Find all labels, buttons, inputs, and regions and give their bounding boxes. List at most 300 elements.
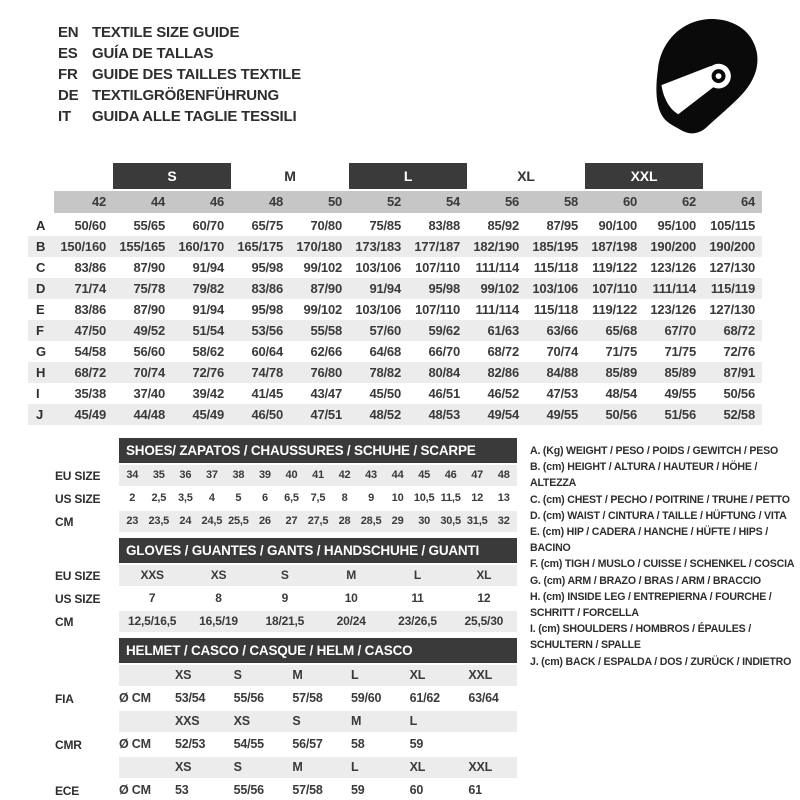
size-row — [55, 488, 517, 509]
measurement-value: 50/60 — [74, 218, 106, 233]
measurement-row — [28, 404, 762, 425]
measurement-value: 47/51 — [310, 407, 342, 422]
measurement-value: 68/72 — [487, 344, 519, 359]
measurement-value: 80/84 — [428, 365, 460, 380]
measurement-value: 58/62 — [192, 344, 224, 359]
size-value: 37 — [199, 465, 226, 486]
helmet-size-value: 59 — [409, 737, 424, 751]
measurement-value: 56/60 — [133, 344, 165, 359]
measurement-value: 99/102 — [480, 281, 519, 296]
measurement-value: 155/165 — [119, 239, 165, 254]
measurement-value: 75/78 — [133, 281, 165, 296]
row-label: EU SIZE — [55, 569, 119, 583]
size-number: 48 — [231, 191, 290, 213]
measurement-value: 70/74 — [546, 344, 578, 359]
size-number-row — [28, 191, 762, 213]
measurement-letter: E — [36, 302, 45, 317]
measurement-value: 85/89 — [605, 365, 637, 380]
helmet-size-label: M — [282, 665, 341, 686]
helmet-size-value: 54/55 — [233, 737, 264, 751]
unit-spacer — [119, 665, 165, 686]
measurement-value: 43/47 — [310, 386, 342, 401]
size-value: 23 — [119, 511, 146, 532]
row-label: US SIZE — [55, 492, 119, 506]
helmet-table-title: HELMET / CASCO / CASQUE / HELM / CASCO — [119, 638, 517, 663]
size-value: 8 — [215, 591, 222, 605]
legend-item: I. (cm) SHOULDERS / HOMBROS / ÉPAULES / SCHULTERN / SPALLE — [530, 623, 751, 652]
size-value: 18/21,5 — [252, 611, 318, 632]
size-value: L — [384, 565, 450, 586]
measurement-value: 91/94 — [192, 260, 224, 275]
measurement-value: 72/76 — [723, 344, 755, 359]
size-value: 25,5/30 — [451, 611, 517, 632]
size-value: 12 — [471, 492, 484, 504]
measurement-value: 84/88 — [546, 365, 578, 380]
helmet-size-value: 63/64 — [468, 691, 499, 705]
size-row — [55, 511, 517, 532]
language-title-list — [58, 22, 301, 127]
helmet-size-label: XXL — [458, 757, 517, 778]
helmet-size-value: 52/53 — [175, 737, 206, 751]
measurement-value: 78/82 — [369, 365, 401, 380]
measurement-value: 41/45 — [251, 386, 283, 401]
size-value: 27 — [278, 511, 305, 532]
measurement-value: 111/114 — [475, 302, 519, 317]
measurement-letter: D — [36, 281, 46, 296]
measurement-letter: J — [36, 407, 44, 422]
measurement-value: 95/98 — [428, 281, 460, 296]
size-group-spacer — [28, 163, 113, 189]
measurement-value: 46/51 — [428, 386, 460, 401]
size-value: 25,5 — [225, 511, 252, 532]
helmet-size-label: XL — [400, 757, 459, 778]
size-number: 50 — [290, 191, 349, 213]
measurement-value: 70/80 — [310, 218, 342, 233]
size-value: 13 — [497, 492, 510, 504]
size-value: 4 — [208, 492, 215, 504]
size-number: 42 — [54, 191, 113, 213]
measurement-value: 127/130 — [709, 302, 755, 317]
measurement-value: 55/65 — [133, 218, 165, 233]
size-row — [55, 588, 517, 609]
measurement-value: 48/54 — [605, 386, 637, 401]
measurement-value: 64/68 — [369, 344, 401, 359]
measurement-value: 67/70 — [664, 323, 696, 338]
size-number: 46 — [172, 191, 231, 213]
measurement-value: 123/126 — [650, 302, 696, 317]
measurement-value: 91/94 — [192, 302, 224, 317]
measurement-value: 52/58 — [723, 407, 755, 422]
measurement-letter: H — [36, 365, 46, 380]
measurement-value: 49/55 — [546, 407, 578, 422]
size-value: 6,5 — [284, 492, 299, 504]
size-value: 6 — [261, 492, 268, 504]
measurement-value: 99/102 — [303, 302, 342, 317]
helmet-size-table — [55, 638, 517, 800]
helmet-size-value: 55/56 — [233, 783, 264, 797]
size-value: M — [318, 565, 384, 586]
language-row — [58, 64, 301, 85]
guide-title: GUIDE DES TAILLES TEXTILE — [92, 66, 301, 83]
size-value: 23,5 — [146, 511, 173, 532]
language-code: EN — [58, 24, 79, 41]
size-value: 24,5 — [199, 511, 226, 532]
measurement-value: 71/75 — [605, 344, 637, 359]
size-group-row — [28, 163, 762, 189]
size-row — [55, 565, 517, 586]
measurement-letter: F — [36, 323, 44, 338]
helmet-size-label: L — [400, 711, 459, 732]
size-number: 62 — [644, 191, 703, 213]
measurement-row — [28, 215, 762, 236]
measurement-value: 57/60 — [369, 323, 401, 338]
measurement-value: 65/68 — [605, 323, 637, 338]
helmet-size-value: 56/57 — [292, 737, 323, 751]
helmet-size-label: XL — [400, 665, 459, 686]
measurement-value: 49/52 — [133, 323, 165, 338]
measurement-value: 105/115 — [710, 218, 755, 233]
helmet-size-label: XXL — [458, 665, 517, 686]
measurement-value: 87/90 — [133, 302, 165, 317]
measurement-value: 177/187 — [414, 239, 460, 254]
gloves-table-title: GLOVES / GUANTES / GANTS / HANDSCHUHE / GUANTI — [119, 538, 517, 563]
measurement-value: 83/88 — [428, 218, 460, 233]
measurement-row — [28, 278, 762, 299]
size-value: 10,5 — [413, 492, 435, 504]
size-value: 3,5 — [177, 492, 193, 504]
helmet-value-row — [55, 780, 517, 800]
gloves-size-table — [55, 538, 517, 634]
size-value: 46 — [437, 465, 464, 486]
size-value: XL — [451, 565, 517, 586]
language-row — [58, 43, 301, 64]
measurement-row — [28, 320, 762, 341]
measurement-value: 182/190 — [473, 239, 519, 254]
size-value: 41 — [305, 465, 332, 486]
measurement-value: 87/95 — [546, 218, 578, 233]
language-code: FR — [58, 66, 78, 83]
helmet-size-label: M — [282, 757, 341, 778]
size-group-label: M — [284, 168, 296, 184]
measurement-value: 115/119 — [710, 281, 755, 296]
unit-spacer — [119, 711, 165, 732]
size-value: S — [252, 565, 318, 586]
textile-size-table — [28, 163, 762, 425]
guide-title: TEXTILE SIZE GUIDE — [92, 24, 240, 41]
measurement-value: 150/160 — [60, 239, 106, 254]
measurement-value: 83/86 — [251, 281, 283, 296]
size-value: 36 — [172, 465, 199, 486]
measurement-row — [28, 257, 762, 278]
row-label: EU SIZE — [55, 469, 119, 483]
racing-helmet-icon-svg — [648, 16, 760, 134]
measurement-value: 190/200 — [709, 239, 755, 254]
measurement-value: 123/126 — [650, 260, 696, 275]
legend-item: G. (cm) ARM / BRAZO / BRAS / ARM / BRACCIO — [530, 574, 761, 587]
size-value: 45 — [411, 465, 438, 486]
measurement-value: 39/42 — [192, 386, 224, 401]
language-code: DE — [58, 87, 79, 104]
size-group-label: S — [113, 163, 231, 189]
shoes-size-table — [55, 438, 517, 534]
helmet-size-label: XXS — [165, 711, 224, 732]
measurement-value: 90/100 — [598, 218, 637, 233]
size-value: 20/24 — [318, 611, 384, 632]
unit-label: Ø CM — [119, 691, 151, 705]
size-group-label: L — [349, 163, 467, 189]
size-value: 30 — [411, 511, 438, 532]
measurement-letter: B — [36, 239, 46, 254]
helmet-size-band-row — [55, 711, 517, 732]
legend-item: J. (cm) BACK / ESPALDA / DOS / ZURÜCK / INDIETRO — [530, 655, 792, 668]
size-value: 12 — [477, 591, 491, 605]
measurement-value: 60/64 — [251, 344, 283, 359]
guide-title: GUÍA DE TALLAS — [92, 45, 214, 62]
measurement-value: 47/50 — [74, 323, 106, 338]
helmet-size-label: S — [224, 757, 283, 778]
helmet-size-label: M — [341, 711, 400, 732]
size-value: 40 — [278, 465, 305, 486]
measurement-value: 35/38 — [74, 386, 106, 401]
helmet-size-label: L — [341, 665, 400, 686]
measurement-value: 63/66 — [546, 323, 578, 338]
size-row — [55, 465, 517, 486]
measurement-value: 44/48 — [133, 407, 165, 422]
measurement-value: 47/53 — [546, 386, 578, 401]
measurement-value: 45/49 — [74, 407, 106, 422]
measurement-value: 60/70 — [192, 218, 224, 233]
shoes-table-title: SHOES/ ZAPATOS / CHAUSSURES / SCHUHE / SCARPE — [119, 438, 517, 463]
measurement-value: 115/118 — [533, 260, 578, 275]
size-value: 28,5 — [358, 511, 385, 532]
row-label: CM — [55, 515, 119, 529]
standard-label: FIA — [55, 692, 119, 706]
measurement-value: 50/56 — [723, 386, 755, 401]
measurement-value: 107/110 — [415, 302, 460, 317]
helmet-size-value: 53 — [175, 783, 189, 797]
measurement-letter: C — [36, 260, 46, 275]
measurement-value: 49/55 — [664, 386, 696, 401]
measurement-value: 68/72 — [74, 365, 106, 380]
measurement-value: 190/200 — [650, 239, 696, 254]
size-value: 9 — [368, 492, 375, 504]
helmet-size-value: 53/54 — [175, 691, 206, 705]
size-number: 60 — [585, 191, 644, 213]
measurement-letter: I — [36, 386, 40, 401]
language-row — [58, 22, 301, 43]
size-value: 42 — [331, 465, 358, 486]
size-value: 26 — [252, 511, 279, 532]
measurement-value: 160/170 — [178, 239, 224, 254]
standard-label: CMR — [55, 738, 119, 752]
helmet-size-value: 61/62 — [409, 691, 440, 705]
measurement-value: 76/80 — [310, 365, 342, 380]
measurement-value: 70/74 — [133, 365, 165, 380]
size-value: 8 — [341, 492, 348, 504]
helmet-size-value: 57/58 — [292, 783, 323, 797]
measurement-row — [28, 383, 762, 404]
helmet-size-value: 58 — [351, 737, 365, 751]
standard-label: ECE — [55, 784, 119, 798]
helmet-size-label: S — [282, 711, 341, 732]
measurement-value: 91/94 — [369, 281, 401, 296]
size-value: 31,5 — [464, 511, 491, 532]
measurement-value: 87/90 — [133, 260, 165, 275]
size-value: 11 — [411, 591, 424, 605]
measurement-value: 75/85 — [369, 218, 401, 233]
size-number: 54 — [408, 191, 467, 213]
size-value: 9 — [281, 591, 289, 605]
helmet-size-label: XS — [165, 665, 224, 686]
racing-helmet-icon — [648, 16, 760, 134]
measurement-row — [28, 341, 762, 362]
unit-spacer — [119, 757, 165, 778]
measurement-value: 173/183 — [355, 239, 401, 254]
size-value: 47 — [464, 465, 491, 486]
measurement-value: 115/118 — [533, 302, 578, 317]
size-value: 10 — [391, 492, 404, 504]
size-value: 10 — [344, 591, 358, 605]
measurement-value: 65/75 — [251, 218, 283, 233]
measurement-value: 107/110 — [592, 281, 637, 296]
size-value: 44 — [384, 465, 411, 486]
size-value: 32 — [490, 511, 517, 532]
size-group-label: XXL — [585, 163, 703, 189]
helmet-size-value: 60 — [409, 783, 424, 797]
measurement-value: 82/86 — [487, 365, 519, 380]
measurement-value: 170/180 — [296, 239, 342, 254]
measurement-value: 49/54 — [487, 407, 519, 422]
helmet-table-rows — [55, 665, 517, 800]
size-value: 2 — [129, 492, 136, 504]
size-group-label: XL — [517, 168, 535, 184]
measurement-value: 46/52 — [487, 386, 519, 401]
helmet-size-label: L — [341, 757, 400, 778]
size-value: 34 — [119, 465, 146, 486]
legend-item: B. (cm) HEIGHT / ALTURA / HAUTEUR / HÖHE / ALTEZZA — [530, 461, 758, 490]
measurement-value: 107/110 — [415, 260, 460, 275]
measurement-value: 119/122 — [592, 302, 637, 317]
measurement-value: 46/50 — [251, 407, 283, 422]
measurement-value: 74/78 — [251, 365, 283, 380]
measurement-value: 87/90 — [310, 281, 342, 296]
size-row — [55, 611, 517, 632]
measurement-value: 103/106 — [355, 260, 401, 275]
size-number: 58 — [526, 191, 585, 213]
measurement-row — [28, 299, 762, 320]
helmet-size-value: 59/60 — [351, 691, 382, 705]
measurement-value: 59/62 — [428, 323, 460, 338]
legend-item: A. (Kg) WEIGHT / PESO / POIDS / GEWITCH / PESO — [530, 445, 779, 457]
measurement-value: 95/98 — [251, 302, 283, 317]
measurement-value: 66/70 — [428, 344, 460, 359]
size-value: 12,5/16,5 — [119, 611, 185, 632]
legend-item: H. (cm) INSIDE LEG / ENTREPIERNA / FOURCHE / SCHRITT / FORCELLA — [530, 590, 772, 620]
measurement-legend — [530, 443, 796, 670]
helmet-size-value: 61 — [468, 783, 482, 797]
measurement-value: 99/102 — [303, 260, 342, 275]
language-row — [58, 85, 301, 106]
helmet-value-row — [55, 688, 517, 709]
size-value: 43 — [358, 465, 385, 486]
measurement-value: 87/91 — [723, 365, 755, 380]
helmet-size-value: 55/56 — [233, 691, 264, 705]
size-group-spacer — [703, 163, 762, 189]
size-number: 44 — [113, 191, 172, 213]
legend-item: F. (cm) TIGH / MUSLO / CUISSE / SCHENKEL / COSCIA — [530, 558, 795, 571]
helmet-value-row — [55, 734, 517, 755]
measurement-value: 111/114 — [475, 260, 519, 275]
measurement-value: 165/175 — [237, 239, 283, 254]
measurement-value: 95/98 — [251, 260, 283, 275]
size-value: 27,5 — [305, 511, 332, 532]
helmet-size-value: 57/58 — [292, 691, 323, 705]
size-value: 23/26,5 — [384, 611, 450, 632]
unit-label: Ø CM — [119, 783, 151, 797]
measurement-value: 72/76 — [192, 365, 224, 380]
size-value: 5 — [235, 492, 242, 504]
size-value: 29 — [384, 511, 411, 532]
size-number: 56 — [467, 191, 526, 213]
helmet-size-band-row — [55, 757, 517, 778]
measurement-value: 61/63 — [487, 323, 519, 338]
size-value: 16,5/19 — [185, 611, 251, 632]
size-value: 38 — [225, 465, 252, 486]
legend-item: C. (cm) CHEST / PECHO / POITRINE / TRUHE / PETTO — [530, 493, 790, 506]
measurement-value: 48/53 — [428, 407, 460, 422]
measurement-value: 55/58 — [310, 323, 342, 338]
measurement-value: 71/75 — [664, 344, 696, 359]
helmet-size-label: XS — [224, 711, 283, 732]
measurement-value: 71/74 — [74, 281, 106, 296]
measurement-letter: A — [36, 218, 46, 233]
helmet-size-value — [458, 734, 517, 755]
measurement-value: 51/54 — [192, 323, 224, 338]
legend-item: D. (cm) WAIST / CINTURA / TAILLE / HÜFTUNG / VITA — [530, 509, 787, 522]
measurement-value: 68/72 — [723, 323, 755, 338]
measurement-value: 54/58 — [74, 344, 106, 359]
measurement-value: 85/89 — [664, 365, 696, 380]
measurement-row — [28, 236, 762, 257]
measurement-value: 127/130 — [709, 260, 755, 275]
row-label: US SIZE — [55, 592, 119, 606]
gloves-table-rows — [55, 565, 517, 632]
row-label: CM — [55, 615, 119, 629]
legend-item: E. (cm) HIP / CADERA / HANCHE / HÜFTE / HIPS / BACINO — [530, 526, 769, 555]
measurement-value: 79/82 — [192, 281, 224, 296]
size-value: XS — [185, 565, 251, 586]
guide-title: GUIDA ALLE TAGLIE TESSILI — [92, 108, 297, 125]
size-number: 52 — [349, 191, 408, 213]
size-value: 24 — [172, 511, 199, 532]
size-value: 30,5 — [437, 511, 464, 532]
size-value: 7 — [148, 591, 156, 605]
language-code: ES — [58, 45, 78, 62]
helmet-size-label: S — [224, 665, 283, 686]
measurement-value: 45/49 — [192, 407, 224, 422]
measurement-letter: G — [36, 344, 46, 359]
language-row — [58, 106, 301, 127]
measurement-row — [28, 362, 762, 383]
helmet-size-label — [458, 711, 517, 732]
size-value: 28 — [331, 511, 358, 532]
helmet-size-band-row — [55, 665, 517, 686]
measurement-value: 83/86 — [74, 302, 106, 317]
size-value: 39 — [252, 465, 279, 486]
size-value: 7,5 — [310, 492, 326, 504]
helmet-size-value: 59 — [351, 783, 365, 797]
measurement-value: 51/56 — [664, 407, 696, 422]
